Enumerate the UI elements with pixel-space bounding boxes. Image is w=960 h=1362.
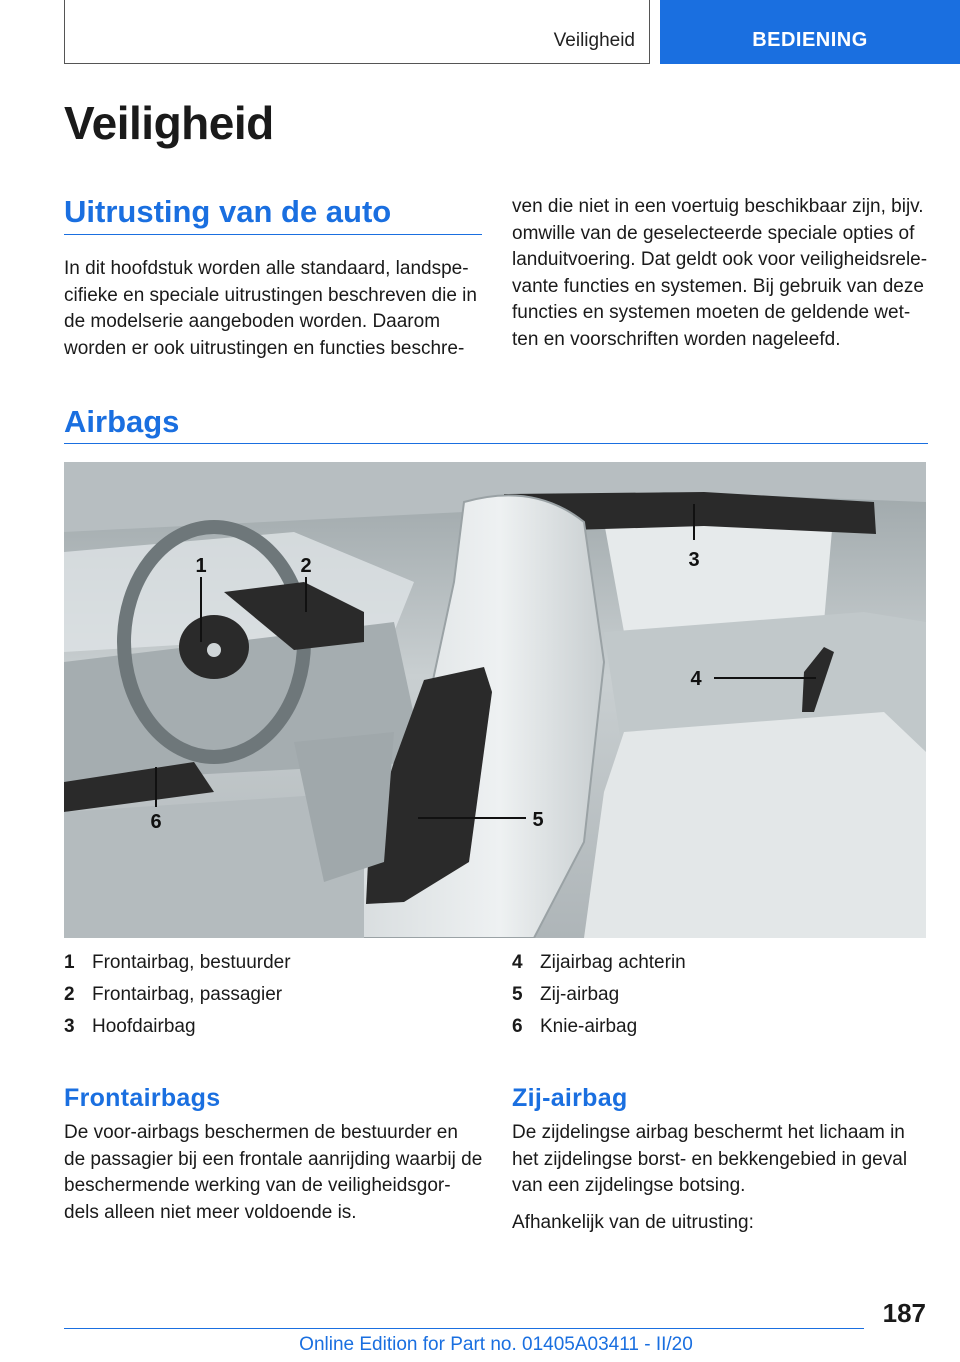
footer-edition: Online Edition for Part no. 01405A03411 - II/20 — [299, 1334, 693, 1355]
legend-item — [512, 984, 686, 1016]
legend-label: Zij-airbag — [540, 984, 620, 1005]
text-line: het zijdelingse borst- en bekkengebied in geval — [512, 1148, 908, 1170]
section-rule-airbags — [64, 443, 928, 444]
text-line: de passagier bij een frontale aanrijding waarbij de — [64, 1148, 483, 1170]
text-line: vante functies en systemen. Bij gebruik van deze — [512, 275, 924, 297]
callout-2: 2 — [300, 555, 312, 577]
header-chapter-tab — [660, 0, 960, 64]
section-heading-airbags: Airbags — [64, 404, 180, 439]
callout-3: 3 — [688, 549, 700, 571]
legend-right — [512, 952, 686, 1048]
text-line: De voor-airbags beschermen de bestuurder en — [64, 1122, 458, 1143]
section-rule-uitrusting — [64, 234, 482, 235]
text-line: dels alleen niet meer voldoende is. — [64, 1201, 357, 1223]
legend-number: 1 — [64, 952, 75, 973]
airbag-locations-illustration — [64, 462, 926, 938]
legend-number: 2 — [64, 984, 75, 1005]
rear-seat — [584, 712, 926, 938]
text-line: van een zijdelingse botsing. — [512, 1175, 746, 1196]
page-number: 187 — [882, 1298, 926, 1328]
page-title: Veiligheid — [64, 97, 274, 149]
paragraph-frontairbags — [64, 1120, 494, 1226]
legend-label: Frontairbag, bestuurder — [92, 952, 291, 973]
paragraph-uitrusting-col1 — [64, 256, 484, 362]
paragraph-zijairbag — [512, 1120, 932, 1236]
callout-6: 6 — [150, 811, 162, 833]
callout-5: 5 — [532, 809, 544, 831]
legend-label: Frontairbag, passagier — [92, 984, 283, 1005]
subheading-zijairbag: Zij-airbag — [512, 1084, 628, 1112]
text-line: landuitvoering. Dat geldt ook voor veiligheidsrele- — [512, 249, 928, 270]
header-chapter-label: BEDIENING — [752, 29, 868, 51]
legend-label: Knie-airbag — [540, 1016, 638, 1037]
text-line: functies en systemen moeten de geldende wet- — [512, 302, 911, 323]
legend-item — [64, 1016, 291, 1048]
header-section-label: Veiligheid — [553, 30, 635, 51]
steering-logo — [207, 643, 221, 657]
legend-left — [64, 952, 291, 1048]
legend-number: 6 — [512, 1016, 523, 1037]
legend-number: 5 — [512, 984, 523, 1005]
text-line: worden er ook uitrustingen en functies beschre- — [64, 337, 465, 359]
text-line: Afhankelijk van de uitrusting: — [512, 1211, 754, 1233]
legend-item — [512, 952, 686, 984]
legend-number: 4 — [512, 952, 523, 973]
text-line: De zijdelingse airbag beschermt het lichaam in — [512, 1122, 905, 1143]
subheading-frontairbags: Frontairbags — [64, 1084, 221, 1112]
text-line: beschermende werking van de veiligheidsgor- — [64, 1175, 451, 1196]
callout-4: 4 — [690, 668, 702, 690]
legend-item — [64, 984, 291, 1016]
legend-item — [512, 1016, 686, 1048]
text-line: omwille van de geselecteerde speciale opties of — [512, 222, 915, 244]
footer-rule — [64, 1328, 864, 1329]
legend-number: 3 — [64, 1016, 75, 1037]
callout-1: 1 — [195, 555, 207, 577]
text-line: In dit hoofdstuk worden alle standaard, landspe- — [64, 258, 469, 279]
legend-label: Zijairbag achterin — [540, 952, 686, 973]
section-heading-uitrusting: Uitrusting van de auto — [64, 194, 392, 229]
text-line: cifieke en speciale uitrustingen beschreven die in — [64, 284, 477, 306]
legend-label: Hoofdairbag — [92, 1016, 196, 1037]
text-line: ten en voorschriften worden nageleefd. — [512, 328, 841, 350]
text-line: de modelserie aangeboden worden. Daarom — [64, 311, 441, 332]
paragraph-uitrusting-col2 — [512, 194, 932, 353]
text-line: ven die niet in een voertuig beschikbaar zijn, bijv. — [512, 196, 924, 217]
legend-item — [64, 952, 291, 984]
header-section-box — [64, 0, 650, 64]
